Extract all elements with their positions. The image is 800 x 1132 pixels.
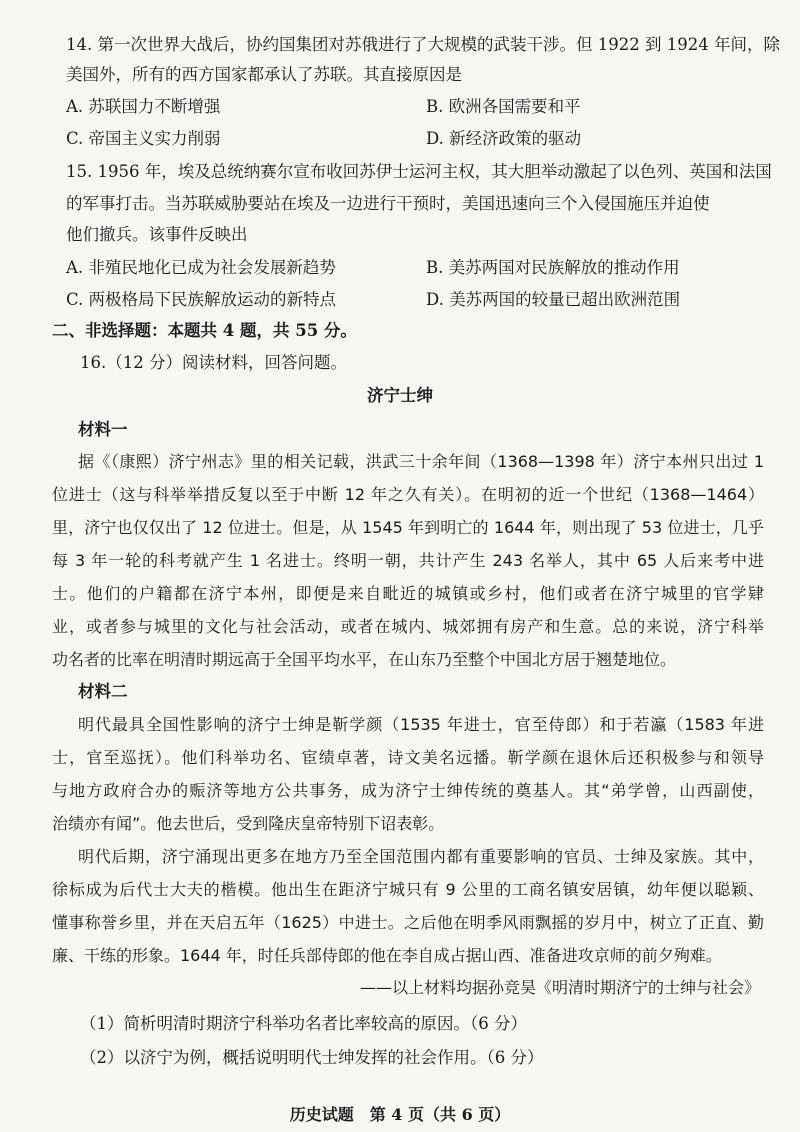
material1-line: 功名者的比率在明清时期远高于全国平均水平，在山东乃至整个中国北方居于翘楚地位。 [52,650,677,669]
q15-option-d: D. 美苏两国的较量已超出欧洲范围 [426,290,681,309]
q16-sub1: （1）简析明清时期济宁科举功名者比率较高的原因。（6 分） [80,1014,527,1033]
material2-line: 明代后期，济宁涌现出更多在地方乃至全国范围内都有重要影响的官员、士绅及家族。其中， [78,847,764,866]
material1-line: 里，济宁也仅仅出了 12 位进士。但是，从 1545 年到明亡的 1644 年，则出现了 53 位进士，几乎 [52,518,764,537]
q15-stem-line3: 他们撤兵。该事件反映出 [66,225,248,244]
material1-line: 每 3 年一轮的科考就产生 1 名进士。终明一朝，共计产生 243 名举人，其中 65 人后来考中进 [52,551,764,570]
q14-option-a: A. 苏联国力不断增强 [66,97,221,116]
q15-option-a: A. 非殖民地化已成为社会发展新趋势 [66,258,336,277]
material2-line: 懂事称誉乡里，并在天启五年（1625）中进士。之后他在明季风雨飘摇的岁月中，树立了正直、勤 [52,913,764,932]
material2-line: 明代最具全国性影响的济宁士绅是靳学颜（1535 年进士，官至侍郎）和于若瀛（1583 年进 [78,715,764,734]
q14-option-b: B. 欧洲各国需要和平 [426,97,581,116]
material-source: ——以上材料均据孙竞昊《明清时期济宁的士绅与社会》 [359,978,760,997]
material2-title: 材料二 [78,682,128,701]
material1-line: 据《（康熙）济宁州志》里的相关记载，洪武三十余年间（1368—1398 年）济宁本州只出过 1 [78,452,764,471]
q14-option-c: C. 帝国主义实力削弱 [66,129,221,148]
material2-line: 廉、干练的形象。1644 年，时任兵部侍郎的他在李自成占据山西、准备进攻京师的前夕殉难。 [52,946,722,965]
material1-line: 位进士（这与科举举措反复以至于中断 12 年之久有关）。在明初的近一个世纪（1368—1464） [52,485,764,504]
passage-title: 济宁士绅 [367,386,433,405]
material1-title: 材料一 [78,420,128,439]
q16-sub2: （2）以济宁为例，概括说明明代士绅发挥的社会作用。（6 分） [80,1048,544,1067]
material2-line: 与地方政府合办的赈济等地方公共事务，成为济宁士绅传统的奠基人。其“弟学曾，山西副使， [52,781,764,800]
q15-stem-line1: 15. 1956 年，埃及总统纳赛尔宣布收回苏伊士运河主权，其大胆举动激起了以色列、英国和法国 [66,162,772,181]
q15-option-c: C. 两极格局下民族解放运动的新特点 [66,290,337,309]
material1-line: 士。他们的户籍都在济宁本州，即便是来自毗近的城镇或乡村，他们或者在济宁城里的官学肄 [52,584,764,603]
material2-line: 徐标成为后代士大夫的楷模。他出生在距济宁城只有 9 公里的工商名镇安居镇，幼年便以聪颖、 [52,880,764,899]
q15-option-b: B. 美苏两国对民族解放的推动作用 [426,258,680,277]
material2-line: 士，官至巡抚）。他们科举功名、宦绩卓著，诗文美名远播。靳学颜在退休后还积极参与和领导 [52,748,764,767]
section2-heading: 二、非选择题：本题共 4 题，共 55 分。 [52,321,357,340]
page-footer: 历史试题 第 4 页（共 6 页） [289,1105,511,1124]
q14-option-d: D. 新经济政策的驱动 [426,129,582,148]
q14-stem-line1: 14. 第一次世界大战后，协约国集团对苏俄进行了大规模的武装干涉。但 1922 到 1924 年间，除 [66,35,780,54]
material2-line: 治绩亦有闻”。他去世后，受到隆庆皇帝特别下诏表彰。 [52,814,445,833]
q15-stem-line2: 的军事打击。当苏联威胁要站在埃及一边进行干预时，美国迅速向三个入侵国施压并迫使 [66,194,710,213]
q16-intro: 16.（12 分）阅读材料，回答问题。 [80,353,347,372]
material1-line: 业，或者参与城里的文化与社会活动，或者在城内、城郊拥有房产和生意。总的来说，济宁科举 [52,617,764,636]
q14-stem-line2: 美国外，所有的西方国家都承认了苏联。其直接原因是 [66,65,462,84]
